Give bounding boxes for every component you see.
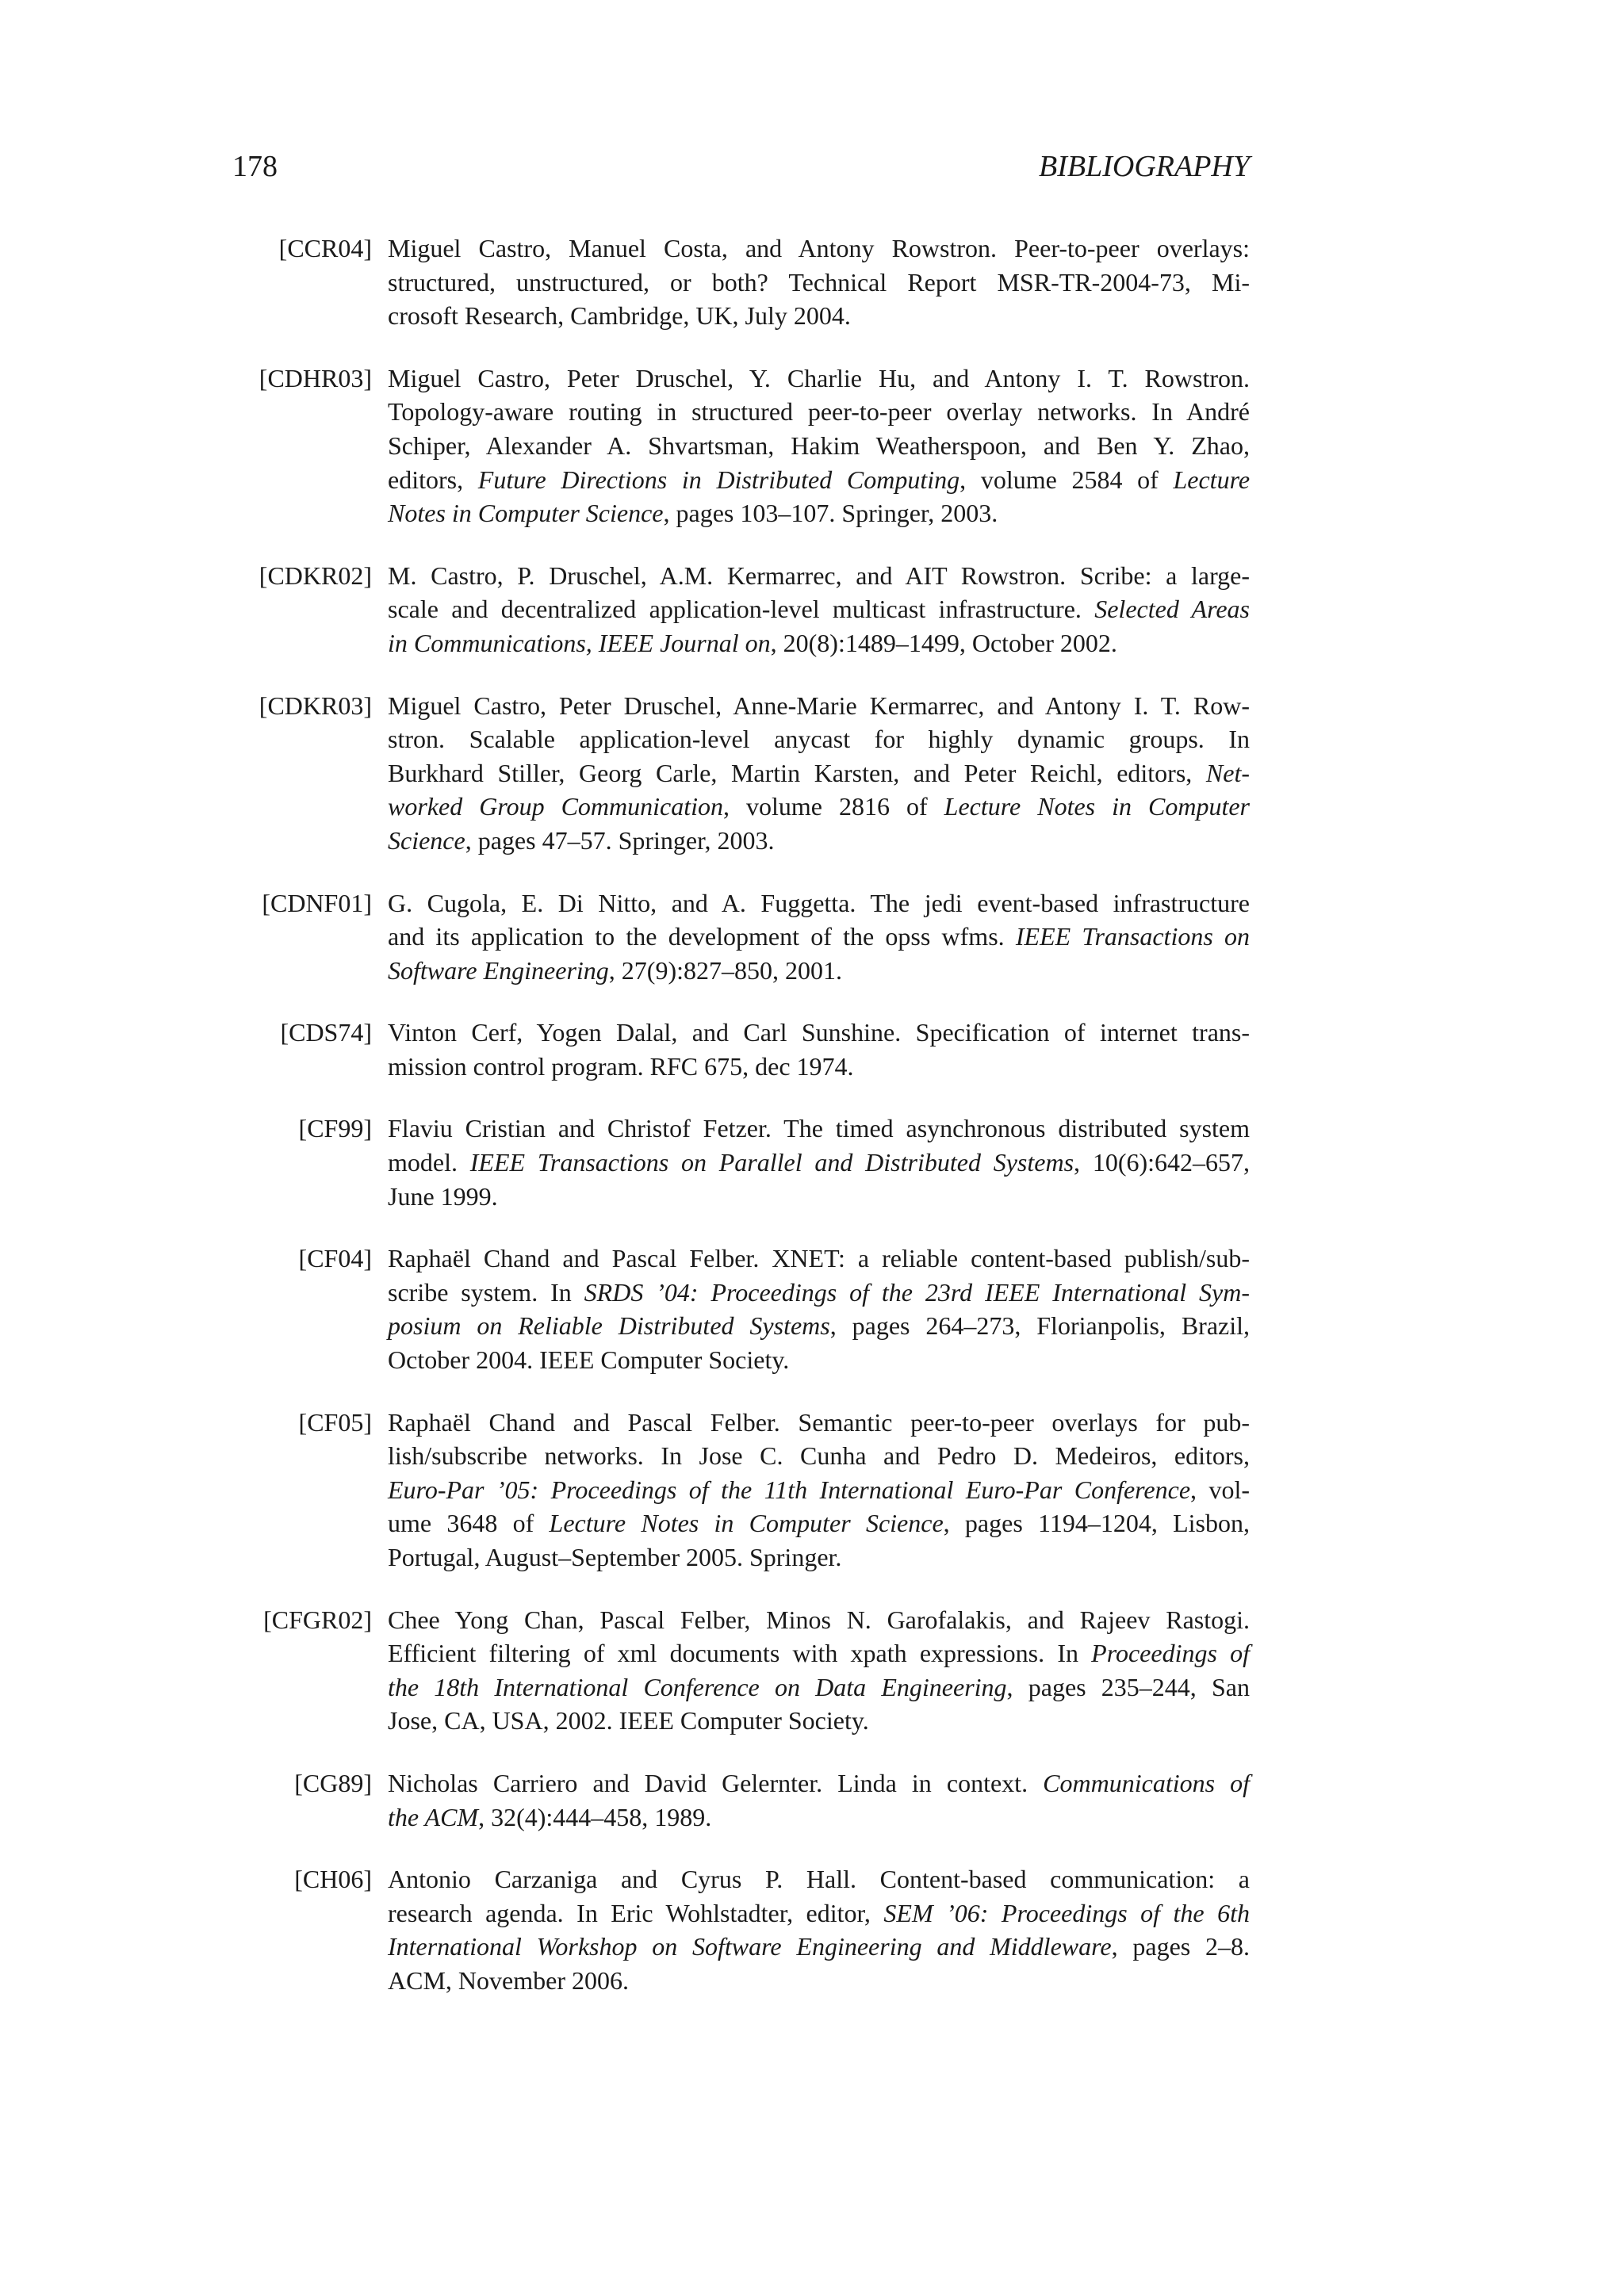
citation-line [388,1704,1250,1738]
citation-line [388,592,1250,626]
citation-line [388,299,1250,333]
text-run: , 20(8):1489–1499, October 2002. [770,628,1117,657]
text-run: , 10(6):642–657, [1074,1148,1251,1177]
text-run: Antonio Carzaniga and Cyrus P. Hall. Content-based communication: a [388,1865,1250,1894]
bibliography-entry [232,1862,1250,1997]
citation-key: [CDHR03] [259,363,372,392]
citation-line [388,689,1250,723]
citation-line [388,266,1250,300]
citation-text [388,1766,1250,1834]
text-run: June 1999. [388,1181,498,1211]
citation-line [388,756,1250,790]
text-run: , 32(4):444–458, 1989. [478,1802,712,1831]
text-run: lish/subscribe networks. In Jose C. Cunha and Pedro D. Medeiros, editors, [388,1441,1250,1471]
italic-text: Software Engineering [388,955,609,985]
bibliography-entry [232,1112,1250,1213]
italic-text: SRDS ’04: Proceedings of the 23rd IEEE International Sym- [584,1277,1251,1307]
text-run: , volume 2816 of [723,792,944,821]
citation-line [388,790,1250,824]
text-run: Topology-aware routing in structured peer-to-peer overlay networks. In André [388,397,1250,427]
text-run: Schiper, Alexander A. Shvartsman, Hakim Weatherspoon, and Ben Y. Zhao, [388,430,1250,460]
citation-line [388,1276,1250,1310]
citation-line [388,1309,1250,1343]
italic-text: Science [388,825,465,855]
italic-text: the 18th International Conference on Data Engineering [388,1672,1007,1701]
citation-line [388,1540,1250,1575]
text-run: scale and decentralized application-level multicast infrastructure. [388,595,1095,624]
citation-line [388,722,1250,756]
text-run: M. Castro, P. Druschel, A.M. Kermarrec, and AIT Rowstron. Scribe: a large- [388,561,1250,590]
bibliography-entry [232,1406,1250,1575]
citation-text [388,689,1250,858]
text-run: model. [388,1148,470,1177]
citation-text [388,1406,1250,1575]
citation-line [388,1343,1250,1377]
text-run: Raphaël Chand and Pascal Felber. XNET: a reliable content-based publish/sub- [388,1244,1250,1273]
citation-text [388,232,1250,333]
italic-text: IEEE Transactions on [1015,922,1251,951]
bibliography-entry [232,886,1250,988]
bibliography-entry [232,1242,1250,1376]
citation-text [388,1112,1250,1213]
italic-text: posium on Reliable Distributed Systems [388,1311,830,1341]
text-run: ACM, November 2006. [388,1965,629,1995]
bibliography-entry [232,1016,1250,1083]
citation-line [388,463,1250,497]
bibliography-entry [232,1766,1250,1834]
citation-key: [CF99] [298,1114,372,1143]
italic-text: Lecture Notes in Computer Science [549,1509,944,1538]
italic-text: Selected Areas [1094,595,1251,624]
citation-key: [CF05] [298,1407,372,1437]
italic-text: Euro-Par ’05: Proceedings of the 11th International Euro-Par Conference [388,1475,1191,1504]
italic-text: International Workshop on Software Engineering and Middleware [388,1932,1112,1961]
text-run: ume 3648 of [388,1509,550,1538]
citation-key: [CH06] [294,1865,372,1894]
citation-line [388,1016,1250,1050]
text-run: Miguel Castro, Peter Druschel, Y. Charlie Hu, and Antony I. T. Rowstron. [388,363,1250,392]
text-run: Efficient filtering of xml documents with xpath expressions. In [388,1639,1092,1668]
text-run: Miguel Castro, Manuel Costa, and Antony Rowstron. Peer-to-peer overlays: [388,234,1250,262]
citation-key: [CG89] [294,1768,372,1797]
citation-key: [CDS74] [280,1018,372,1047]
citation-line [388,824,1250,858]
citation-line [388,1766,1250,1800]
text-run: , pages 264–273, Florianpolis, Brazil, [829,1311,1251,1341]
text-run: , pages 235–244, San [1006,1672,1251,1701]
citation-line [388,920,1250,954]
citation-line [388,1800,1250,1835]
text-run: , volume 2584 of [959,465,1174,494]
citation-line [388,232,1250,266]
citation-line [388,1964,1250,1998]
citation-line [388,1112,1250,1146]
citation-text [388,1016,1250,1083]
citation-key: [CDKR02] [259,561,372,590]
citation-text [388,1862,1250,1997]
text-run: and its application to the development of the opss wfms. [388,922,1016,951]
bibliography-entry [232,232,1250,333]
citation-line [388,1670,1250,1705]
citation-text [388,1603,1250,1738]
citation-key: [CFGR02] [263,1605,372,1634]
text-run: structured, unstructured, or both? Technical Report MSR-TR-2004-73, Mi- [388,267,1250,297]
italic-text: worked Group Communication [388,792,724,821]
text-run: stron. Scalable application-level anycast for highly dynamic groups. In [388,725,1250,754]
citation-text [388,559,1250,660]
text-run: , vol- [1190,1475,1251,1504]
citation-line [388,1930,1250,1964]
text-run: research agenda. In Eric Wohlstadter, editor, [388,1898,884,1927]
citation-key: [CF04] [298,1244,372,1273]
citation-line [388,1473,1250,1507]
text-run: , pages 2–8. [1111,1932,1251,1961]
italic-text: Proceedings of [1091,1639,1250,1668]
citation-line [388,1180,1250,1214]
section-title: BIBLIOGRAPHY [1039,150,1250,183]
text-run: October 2004. IEEE Computer Society. [388,1345,790,1375]
citation-line [388,626,1250,660]
text-run: crosoft Research, Cambridge, UK, July 2004. [388,301,851,331]
citation-line [388,559,1250,593]
italic-text: Future Directions in Distributed Computing [477,465,960,494]
bibliography-entry [232,689,1250,858]
italic-text: Lecture [1173,465,1251,494]
text-run: Flaviu Cristian and Christof Fetzer. The timed asynchronous distributed system [388,1114,1250,1143]
bibliography-list [232,232,1250,1998]
text-run: Jose, CA, USA, 2002. IEEE Computer Society. [388,1706,869,1735]
italic-text: Net- [1205,758,1250,787]
citation-line [388,496,1250,530]
bibliography-entry [232,1603,1250,1738]
citation-line [388,1636,1250,1670]
citation-text [388,886,1250,988]
citation-line [388,429,1250,463]
text-run: Portugal, August–September 2005. Springer. [388,1543,842,1571]
citation-line [388,886,1250,920]
text-run: Raphaël Chand and Pascal Felber. Semantic peer-to-peer overlays for pub- [388,1407,1250,1437]
citation-line [388,1506,1250,1540]
text-run: Miguel Castro, Peter Druschel, Anne-Marie Kermarrec, and Antony I. T. Row- [388,691,1250,720]
citation-text [388,362,1250,530]
citation-line [388,1439,1250,1473]
citation-key: [CDNF01] [262,888,372,917]
italic-text: IEEE Transactions on Parallel and Distributed Systems [469,1148,1074,1177]
text-run: Burkhard Stiller, Georg Carle, Martin Karsten, and Peter Reichl, editors, [388,758,1206,787]
italic-text: SEM ’06: Proceedings of the 6th [883,1898,1251,1927]
text-run: editors, [388,465,478,494]
text-run: scribe system. In [388,1277,584,1307]
citation-line [388,1862,1250,1896]
italic-text: Communications of [1043,1768,1251,1797]
text-run: , pages 47–57. Springer, 2003. [465,825,775,855]
citation-key: [CCR04] [278,234,372,262]
page-number: 178 [232,150,278,183]
italic-text: in Communications, IEEE Journal on [388,628,771,657]
citation-line [388,954,1250,988]
text-run: , pages 103–107. Springer, 2003. [663,499,998,528]
italic-text: Lecture Notes in Computer [944,792,1250,821]
citation-line [388,1146,1250,1180]
text-run: Nicholas Carriero and David Gelernter. Linda in context. [388,1768,1044,1797]
italic-text: Notes in Computer Science [388,499,664,528]
citation-key: [CDKR03] [259,691,372,720]
bibliography-entry [232,559,1250,660]
text-run: Chee Yong Chan, Pascal Felber, Minos N. Garofalakis, and Rajeev Rastogi. [388,1605,1250,1634]
citation-line [388,1242,1250,1276]
bibliography-entry [232,362,1250,530]
text-run: G. Cugola, E. Di Nitto, and A. Fuggetta. The jedi event-based infrastructure [388,888,1250,917]
italic-text: the ACM [388,1802,479,1831]
text-run: , 27(9):827–850, 2001. [608,955,842,985]
citation-line [388,1050,1250,1084]
citation-line [388,362,1250,396]
citation-line [388,1406,1250,1440]
text-run: , pages 1194–1204, Lisbon, [943,1509,1251,1538]
citation-line [388,395,1250,429]
citation-line [388,1603,1250,1637]
citation-line [388,1896,1250,1931]
text-run: Vinton Cerf, Yogen Dalal, and Carl Sunshine. Specification of internet trans- [388,1018,1250,1047]
text-run: mission control program. RFC 675, dec 1974. [388,1051,854,1081]
citation-text [388,1242,1250,1376]
running-head [232,147,1250,186]
